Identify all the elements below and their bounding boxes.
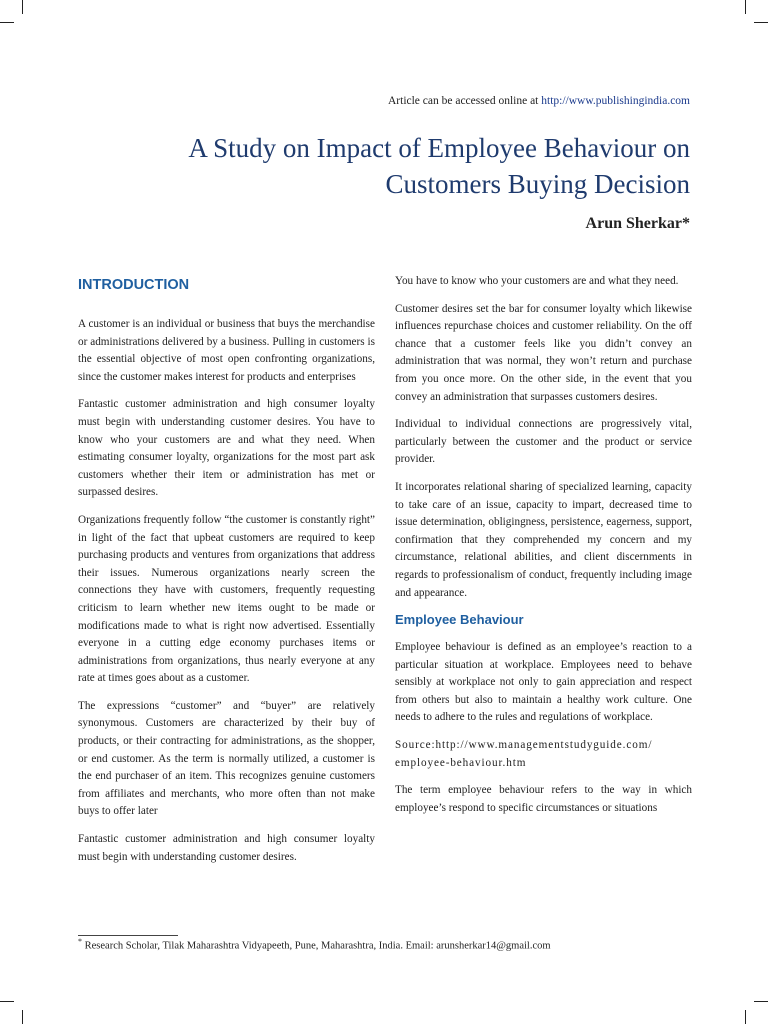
paragraph: Fantastic customer administration and high consumer loyalty must begin with understanding customer desires. — [78, 833, 375, 863]
crop-mark — [22, 1010, 23, 1024]
access-note-text: Article can be accessed online at — [387, 95, 539, 107]
paragraph: Individual to individual connections are progressively vital, particularly between the customer and the product or service provider. — [395, 418, 692, 466]
source-citation: Source:http://www.managementstudyguide.com/ employee-behaviour.htm — [395, 739, 653, 769]
paragraph: Employee behaviour is defined as an employee’s reaction to a particular situation at workplace. Employees need to behave sensibly at workplace not only to gain appreciation and respect from others but also to maintain a healthy work culture. One needs to adhere to the rules and regulations of workplace. — [395, 641, 692, 724]
publisher-link[interactable]: http://www.publishingindia.com — [541, 95, 690, 107]
footnote-text: Research Scholar, Tilak Maharashtra Vidyapeeth, Pune, Maharashtra, India. Email: arunsherkar14@gmail.com — [84, 940, 551, 952]
paragraph: The expressions “customer” and “buyer” are relatively synonymous. Customers are characterized by their buy of products, or their contracting for administrations, as the shopper, or end customer. As the term is normally utilized, a customer is the end purchaser of an item. This recognizes genuine customers from affiliates and merchants, who more often than not make buys to offer later — [78, 699, 375, 818]
section-heading-employee-behaviour: Employee Behaviour — [395, 612, 524, 628]
crop-mark — [745, 0, 746, 14]
left-column — [78, 273, 375, 876]
access-note — [388, 95, 690, 107]
right-column — [395, 273, 692, 827]
article-title: A Study on Impact of Employee Behaviour on Customers Buying Decision — [188, 133, 690, 199]
author-name: Arun Sherkar* — [585, 215, 690, 232]
section-heading-introduction: INTRODUCTION — [78, 277, 190, 293]
crop-mark — [0, 1001, 14, 1002]
paragraph: A customer is an individual or business that buys the merchandise or administrations delivered by a business. Pulling in customers is the essential objective of most open confronting organizations, since the customer makes interest for products and enterprises — [78, 318, 375, 383]
footnote-mark: * — [78, 937, 82, 946]
crop-mark — [745, 1010, 746, 1024]
paragraph: The term employee behaviour refers to the way in which employee’s respond to specific circumstances or situations — [395, 784, 692, 814]
crop-mark — [754, 22, 768, 23]
paragraph: You have to know who your customers are and what they need. — [395, 275, 679, 287]
footnote — [78, 935, 551, 954]
crop-mark — [754, 1001, 768, 1002]
paragraph: It incorporates relational sharing of specialized learning, capacity to take care of an issue, capacity to impart, decreased time to issue determination, obligingness, persistence, eagerness, support, confirmation that they comprehended my concern and my circumstance, relational abilities, and client discernments in regards to professionalism of conduct, frequently including image and appearance. — [395, 480, 692, 599]
paragraph: Fantastic customer administration and high consumer loyalty must begin with understanding customer desires. You have to know who your customers are and what they need. When estimating consumer loyalty, organizations for the most part ask customers whether their item or administration has met or surpassed desires. — [78, 398, 375, 499]
crop-mark — [0, 22, 14, 23]
paragraph: Organizations frequently follow “the customer is constantly right” in light of the fact that upbeat customers are required to keep purchasing products and ventures from organizations that address their issues. Numerous organizations nearly screen the connections they have with customers, frequently requesting criticism to learn whether new items ought to be made or modifications made to what is right now advertised. Essentially everyone in a cutting edge economy purchases items or administrations from organizations, thus nearly everyone at any rate at times goes about as a customer. — [78, 513, 375, 685]
paragraph: Customer desires set the bar for consumer loyalty which likewise influences repurchase choices and customer reliability. On the off chance that a customer feels like you didn’t convey an administration that was normal, they won’t return and purchase from you once more. On the other side, in the event that you convey an administration that surpasses customers desires. — [395, 302, 692, 403]
crop-mark — [22, 0, 23, 14]
